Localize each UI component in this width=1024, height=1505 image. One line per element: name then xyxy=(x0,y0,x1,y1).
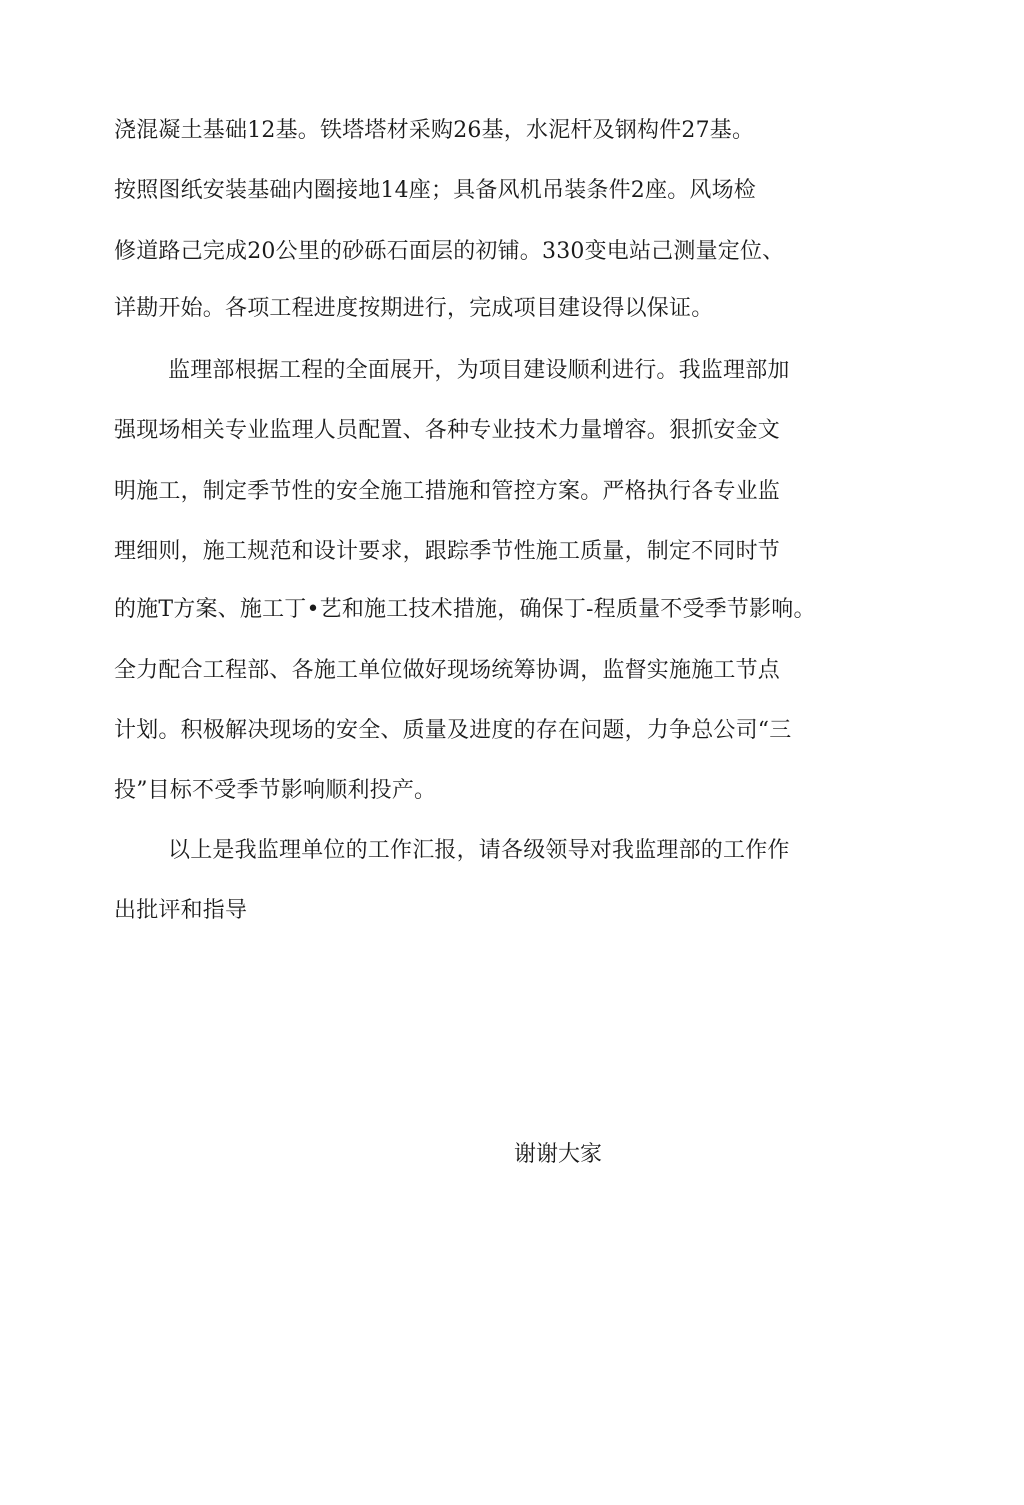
paragraph-line-1: 浇混凝土基础12基。铁塔塔材采购26基，水泥杆及钢构件27基。 xyxy=(114,118,755,143)
paragraph-line-2: 按照图纸安装基础内圈接地14座；具备风机吊装条件2座。风场检 xyxy=(114,178,756,203)
paragraph-2-line-6: 全力配合工程部、各施工单位做好现场统筹协调，监督实施施工节点 xyxy=(114,658,781,683)
closing-thanks: 谢谢大家 xyxy=(514,1142,603,1167)
paragraph-line-3: 修道路己完成20公里的砂砾石面层的初铺。330变电站己测量定位、 xyxy=(114,239,785,264)
paragraph-2-line-3: 明施工，制定季节性的安全施工措施和管控方案。严格执行各专业监 xyxy=(114,479,781,504)
paragraph-2-line-5: 的施T方案、施工丁•艺和施工技术措施，确保丁-程质量不受季节影响。 xyxy=(114,597,816,622)
paragraph-3-line-1: 以上是我监理单位的工作汇报，请各级领导对我监理部的工作作 xyxy=(168,838,790,863)
paragraph-2-line-7: 计划。积极解决现场的安全、质量及进度的存在问题，力争总公司“三 xyxy=(114,718,792,743)
paragraph-2-line-4: 理细则，施工规范和设计要求，跟踪季节性施工质量，制定不同时节 xyxy=(114,539,781,564)
paragraph-2-line-2: 强现场相关专业监理人员配置、各种专业技术力量增容。狠抓安金文 xyxy=(114,418,781,443)
paragraph-2-line-8: 投”目标不受季节影响顺利投产。 xyxy=(114,778,437,803)
paragraph-3-line-2: 出批评和指导 xyxy=(114,898,248,923)
paragraph-line-4: 详勘开始。各项工程进度按期进行，完成项目建设得以保证。 xyxy=(114,296,714,321)
paragraph-2-line-1: 监理部根据工程的全面展开，为项目建设顺利进行。我监理部加 xyxy=(168,358,790,383)
